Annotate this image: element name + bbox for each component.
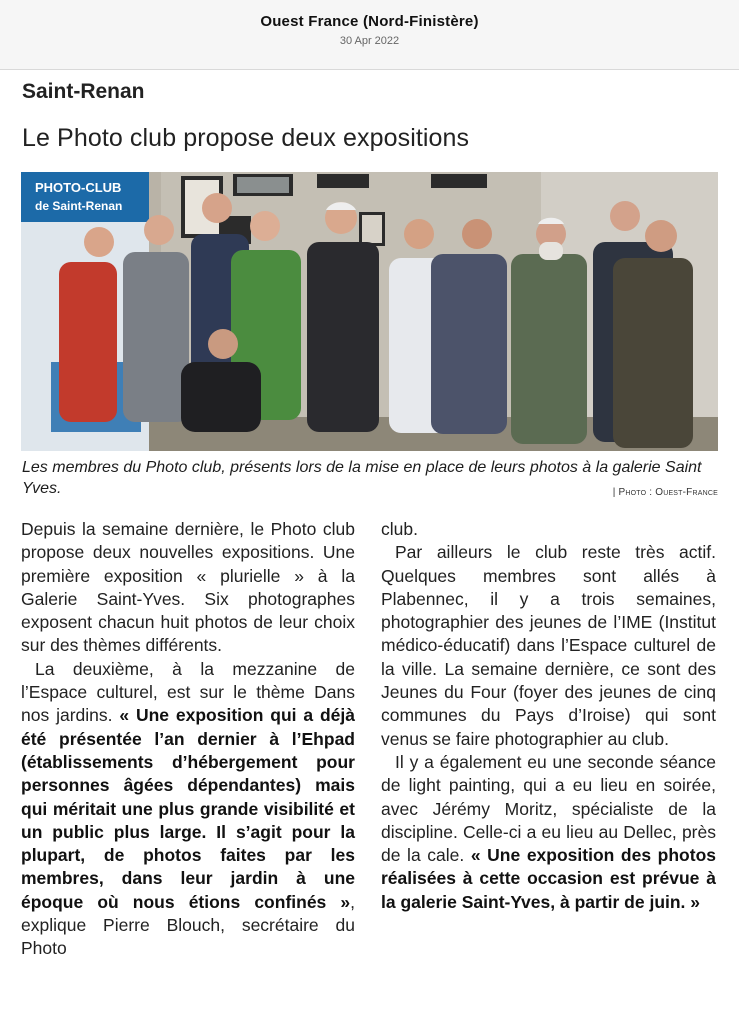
paragraph-2-text: La deuxième, à la mezzanine de l’Espace culturel, est sur le thème Dans nos jardins. (21, 658, 355, 726)
banner-title: PHOTO-CLUB (35, 180, 122, 195)
paragraph-4-text: Il y a également eu une seconde séance de light painting, qui a eu lieu en soirée, avec Jérémy Moritz, spécialiste de la discipline. Celle-ci a eu lieu au Dellec, près de la cale. (381, 751, 716, 866)
publication-date: 30 Apr 2022 (339, 35, 400, 47)
banner-subtitle: de Saint-Renan (35, 199, 123, 213)
paragraph-2-tail: , explique Pierre Blouch, secrétaire du Photo (21, 891, 355, 959)
publication-header (0, 0, 739, 70)
photo-credit: | Photo : Ouest-France (612, 487, 718, 498)
article-column-1 (21, 518, 355, 961)
article-column-2 (381, 518, 716, 914)
article-headline: Le Photo club propose deux expositions (22, 124, 470, 152)
paragraph-4-quote: « Une exposition des photos réalisées à cette occasion est prévue à la galerie Saint-Yves, à partir de juin. » (381, 845, 716, 912)
paragraph-2 (21, 658, 355, 961)
photo-caption: Les membres du Photo club, présents lors de la mise en place de leurs photos à la galerie Saint Yves. (22, 459, 702, 497)
paragraph-4 (381, 751, 716, 914)
section-title: Saint-Renan (22, 80, 145, 103)
group-photo (21, 172, 718, 451)
paragraph-2-quote: « Une exposition qui a déjà été présentée l’an dernier à l’Ehpad (établissements d’hébergement pour personnes âgées dépendantes) mais qui méritait une plus grande visibilité et un public plus large. Il s’agit pour la plupart, de photos faites par les membres, dans leur jardin à une époque où nous étions confinés » (21, 705, 356, 912)
paragraph-2-continuation: club. (381, 519, 418, 539)
paragraph-1: Depuis la semaine dernière, le Photo club propose deux nouvelles expositions. Une première exposition « plurielle » à la Galerie Saint-Yves. Six photographes exposent chacun huit photos de leur choix sur des thèmes différents. (21, 519, 355, 656)
publication-name: Ouest France (Nord-Finistère) (260, 13, 479, 30)
paragraph-3: Par ailleurs le club reste très actif. Quelques membres sont allés à Plabennec, il y a trois semaines, photographier des jeunes de l’IME (Institut médico-éducatif) dans l’Espace culturel de la ville. La semaine dernière, ce sont des Jeunes du Four (foyer des jeunes de cinq communes du Pays d’Iroise) qui sont venus se faire photographier au club. (381, 542, 716, 749)
